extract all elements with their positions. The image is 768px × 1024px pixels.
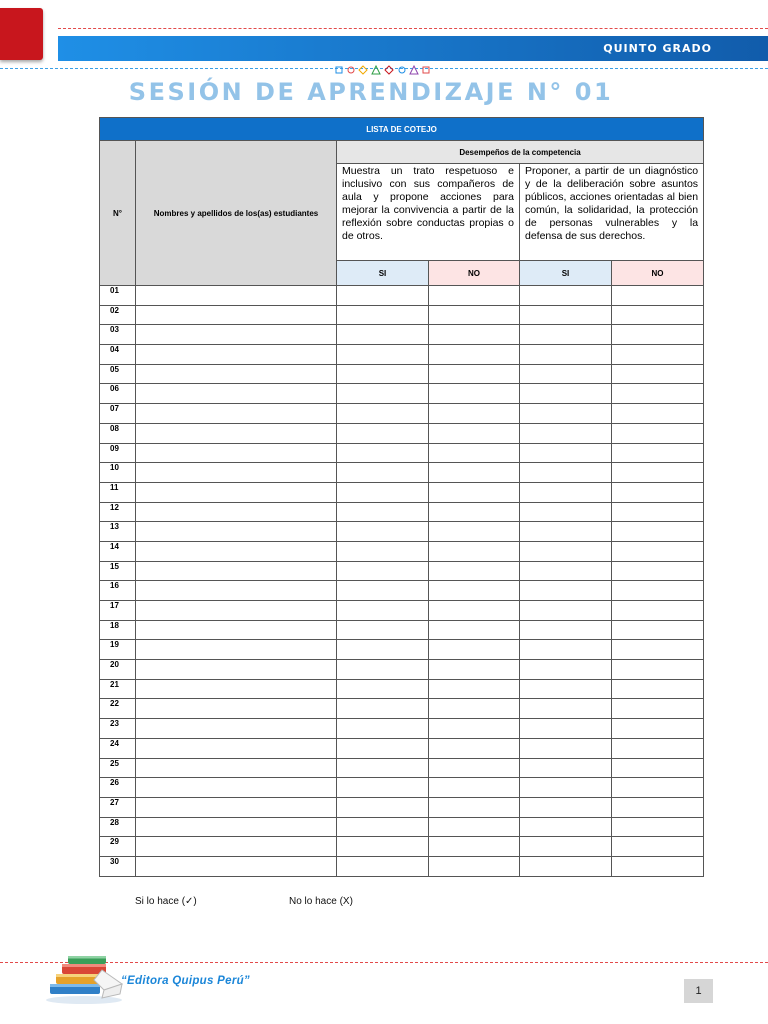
si-cell-2[interactable] [520, 640, 612, 660]
student-name-cell[interactable] [136, 325, 337, 345]
no-cell-1[interactable] [429, 541, 520, 561]
si-cell-2[interactable] [520, 778, 612, 798]
no-cell-2[interactable] [612, 522, 704, 542]
table-row [100, 778, 704, 798]
student-name-cell[interactable] [136, 778, 337, 798]
row-number: 01 [100, 286, 136, 306]
student-name-cell[interactable] [136, 364, 337, 384]
si-cell-1[interactable] [337, 404, 429, 424]
si-cell-1[interactable] [337, 384, 429, 404]
corner-red-block [0, 8, 43, 60]
row-number: 26 [100, 778, 136, 798]
table-row [100, 325, 704, 345]
no-cell-2[interactable] [612, 738, 704, 758]
table-row [100, 522, 704, 542]
no-cell-1[interactable] [429, 522, 520, 542]
table-row [100, 561, 704, 581]
si-cell-2[interactable] [520, 738, 612, 758]
decorative-shapes-icon [334, 64, 434, 76]
si-cell-2[interactable] [520, 660, 612, 680]
no-cell-2[interactable] [612, 541, 704, 561]
no-cell-2[interactable] [612, 423, 704, 443]
no-cell-1[interactable] [429, 699, 520, 719]
table-row [100, 738, 704, 758]
legend-si: Si lo hace (✓) [135, 896, 197, 907]
no-cell-1[interactable] [429, 325, 520, 345]
row-number: 15 [100, 561, 136, 581]
si-cell-2[interactable] [520, 502, 612, 522]
row-number: 06 [100, 384, 136, 404]
row-number: 03 [100, 325, 136, 345]
page-number: 1 [684, 979, 713, 1003]
no-cell-2[interactable] [612, 286, 704, 306]
performance-description-1: Muestra un trato respetuoso e inclusivo con sus compañeros de aula y propone acciones para mejorar la convivencia a partir de la reflexión sobre conductas propias o de otros. [337, 164, 520, 261]
table-row [100, 758, 704, 778]
no-header-1: NO [429, 261, 520, 286]
si-cell-1[interactable] [337, 699, 429, 719]
no-cell-1[interactable] [429, 443, 520, 463]
si-cell-2[interactable] [520, 423, 612, 443]
no-cell-1[interactable] [429, 837, 520, 857]
no-cell-1[interactable] [429, 463, 520, 483]
row-number: 25 [100, 758, 136, 778]
si-cell-1[interactable] [337, 660, 429, 680]
no-cell-2[interactable] [612, 601, 704, 621]
no-cell-1[interactable] [429, 620, 520, 640]
student-name-cell[interactable] [136, 541, 337, 561]
performance-description-2: Proponer, a partir de un diagnóstico y de la deliberación sobre asuntos públicos, acciones orientadas al bien común, la solidaridad, la protección de personas vulnerables y la defensa de sus derechos. [520, 164, 704, 261]
student-name-cell[interactable] [136, 620, 337, 640]
row-number: 05 [100, 364, 136, 384]
no-cell-1[interactable] [429, 679, 520, 699]
si-cell-1[interactable] [337, 817, 429, 837]
si-cell-2[interactable] [520, 699, 612, 719]
no-cell-1[interactable] [429, 384, 520, 404]
si-cell-2[interactable] [520, 404, 612, 424]
row-number: 13 [100, 522, 136, 542]
no-cell-1[interactable] [429, 797, 520, 817]
no-cell-1[interactable] [429, 404, 520, 424]
student-name-cell[interactable] [136, 443, 337, 463]
publisher-name: “Editora Quipus Perú” [121, 975, 250, 987]
no-cell-1[interactable] [429, 719, 520, 739]
no-cell-1[interactable] [429, 758, 520, 778]
legend-no: No lo hace (X) [289, 896, 353, 907]
si-cell-1[interactable] [337, 561, 429, 581]
no-cell-2[interactable] [612, 817, 704, 837]
student-name-cell[interactable] [136, 837, 337, 857]
si-cell-2[interactable] [520, 581, 612, 601]
row-number: 19 [100, 640, 136, 660]
si-cell-1[interactable] [337, 601, 429, 621]
no-cell-2[interactable] [612, 305, 704, 325]
row-number: 29 [100, 837, 136, 857]
student-name-cell[interactable] [136, 660, 337, 680]
no-cell-2[interactable] [612, 699, 704, 719]
no-cell-1[interactable] [429, 561, 520, 581]
no-cell-1[interactable] [429, 502, 520, 522]
si-cell-1[interactable] [337, 286, 429, 306]
row-number: 22 [100, 699, 136, 719]
student-name-cell[interactable] [136, 384, 337, 404]
no-cell-2[interactable] [612, 404, 704, 424]
table-row [100, 640, 704, 660]
si-cell-2[interactable] [520, 384, 612, 404]
si-cell-1[interactable] [337, 581, 429, 601]
table-row [100, 482, 704, 502]
no-cell-2[interactable] [612, 797, 704, 817]
student-name-cell[interactable] [136, 758, 337, 778]
row-number: 21 [100, 679, 136, 699]
si-cell-1[interactable] [337, 719, 429, 739]
si-cell-1[interactable] [337, 856, 429, 876]
si-cell-2[interactable] [520, 719, 612, 739]
si-header-2: SI [520, 261, 612, 286]
si-cell-2[interactable] [520, 463, 612, 483]
table-row [100, 364, 704, 384]
student-name-cell[interactable] [136, 699, 337, 719]
si-cell-1[interactable] [337, 738, 429, 758]
si-cell-1[interactable] [337, 423, 429, 443]
student-name-cell[interactable] [136, 561, 337, 581]
row-number: 07 [100, 404, 136, 424]
table-row [100, 443, 704, 463]
row-number: 20 [100, 660, 136, 680]
student-rows [100, 286, 704, 877]
no-cell-2[interactable] [612, 660, 704, 680]
si-cell-1[interactable] [337, 620, 429, 640]
no-cell-2[interactable] [612, 679, 704, 699]
no-cell-1[interactable] [429, 581, 520, 601]
student-name-cell[interactable] [136, 581, 337, 601]
checklist-table [99, 117, 704, 877]
si-cell-1[interactable] [337, 522, 429, 542]
si-cell-2[interactable] [520, 541, 612, 561]
no-cell-2[interactable] [612, 463, 704, 483]
row-number: 27 [100, 797, 136, 817]
student-name-cell[interactable] [136, 305, 337, 325]
no-cell-2[interactable] [612, 758, 704, 778]
no-cell-1[interactable] [429, 778, 520, 798]
si-cell-2[interactable] [520, 522, 612, 542]
table-row [100, 384, 704, 404]
table-row [100, 345, 704, 365]
no-cell-2[interactable] [612, 502, 704, 522]
si-cell-1[interactable] [337, 758, 429, 778]
si-cell-1[interactable] [337, 443, 429, 463]
table-row [100, 502, 704, 522]
row-number: 30 [100, 856, 136, 876]
si-cell-2[interactable] [520, 797, 612, 817]
grade-label: QUINTO GRADO [603, 42, 712, 55]
table-row [100, 423, 704, 443]
si-cell-2[interactable] [520, 561, 612, 581]
no-cell-2[interactable] [612, 640, 704, 660]
table-row [100, 719, 704, 739]
si-cell-2[interactable] [520, 856, 612, 876]
si-cell-2[interactable] [520, 837, 612, 857]
student-name-cell[interactable] [136, 640, 337, 660]
no-cell-1[interactable] [429, 601, 520, 621]
row-number: 23 [100, 719, 136, 739]
si-cell-2[interactable] [520, 325, 612, 345]
table-row [100, 699, 704, 719]
si-cell-1[interactable] [337, 325, 429, 345]
row-number: 04 [100, 345, 136, 365]
si-cell-1[interactable] [337, 345, 429, 365]
student-name-cell[interactable] [136, 482, 337, 502]
student-name-cell[interactable] [136, 345, 337, 365]
row-number: 28 [100, 817, 136, 837]
si-cell-1[interactable] [337, 364, 429, 384]
no-cell-1[interactable] [429, 423, 520, 443]
competency-header: Desempeños de la competencia [337, 141, 704, 164]
no-cell-2[interactable] [612, 561, 704, 581]
si-cell-2[interactable] [520, 758, 612, 778]
table-row [100, 817, 704, 837]
si-cell-1[interactable] [337, 502, 429, 522]
student-name-cell[interactable] [136, 502, 337, 522]
student-name-cell[interactable] [136, 601, 337, 621]
si-header-1: SI [337, 261, 429, 286]
no-header-2: NO [612, 261, 704, 286]
table-row [100, 797, 704, 817]
no-cell-2[interactable] [612, 719, 704, 739]
row-number: 18 [100, 620, 136, 640]
no-cell-2[interactable] [612, 856, 704, 876]
student-name-cell[interactable] [136, 797, 337, 817]
page-title: SESIÓN DE APRENDIZAJE N° 01 [128, 78, 614, 106]
no-cell-2[interactable] [612, 482, 704, 502]
student-name-cell[interactable] [136, 404, 337, 424]
row-number: 12 [100, 502, 136, 522]
row-number: 11 [100, 482, 136, 502]
table-row [100, 581, 704, 601]
table-row [100, 286, 704, 306]
no-cell-2[interactable] [612, 620, 704, 640]
no-cell-2[interactable] [612, 778, 704, 798]
student-name-cell[interactable] [136, 738, 337, 758]
no-cell-1[interactable] [429, 640, 520, 660]
no-cell-1[interactable] [429, 817, 520, 837]
no-cell-1[interactable] [429, 482, 520, 502]
si-cell-1[interactable] [337, 778, 429, 798]
si-cell-2[interactable] [520, 482, 612, 502]
student-name-cell[interactable] [136, 286, 337, 306]
student-name-cell[interactable] [136, 522, 337, 542]
table-row [100, 541, 704, 561]
table-row [100, 305, 704, 325]
si-cell-2[interactable] [520, 817, 612, 837]
table-row [100, 679, 704, 699]
row-number: 17 [100, 601, 136, 621]
row-number: 02 [100, 305, 136, 325]
row-number: 16 [100, 581, 136, 601]
si-cell-1[interactable] [337, 305, 429, 325]
si-cell-1[interactable] [337, 541, 429, 561]
no-cell-2[interactable] [612, 364, 704, 384]
table-row [100, 601, 704, 621]
table-row [100, 404, 704, 424]
row-number: 09 [100, 443, 136, 463]
row-number: 14 [100, 541, 136, 561]
no-cell-2[interactable] [612, 581, 704, 601]
books-logo-icon [44, 950, 126, 1006]
student-name-cell[interactable] [136, 463, 337, 483]
row-number: 08 [100, 423, 136, 443]
table-row [100, 660, 704, 680]
no-cell-1[interactable] [429, 345, 520, 365]
si-cell-1[interactable] [337, 837, 429, 857]
no-cell-1[interactable] [429, 738, 520, 758]
top-red-dashed-line [58, 28, 768, 29]
student-name-cell[interactable] [136, 856, 337, 876]
table-row [100, 856, 704, 876]
no-cell-2[interactable] [612, 345, 704, 365]
no-cell-2[interactable] [612, 325, 704, 345]
table-row [100, 837, 704, 857]
no-cell-1[interactable] [429, 856, 520, 876]
si-cell-1[interactable] [337, 640, 429, 660]
si-cell-2[interactable] [520, 364, 612, 384]
si-cell-1[interactable] [337, 797, 429, 817]
si-cell-2[interactable] [520, 443, 612, 463]
si-cell-2[interactable] [520, 601, 612, 621]
no-cell-2[interactable] [612, 443, 704, 463]
table-row [100, 620, 704, 640]
row-number: 10 [100, 463, 136, 483]
si-cell-1[interactable] [337, 679, 429, 699]
si-cell-2[interactable] [520, 286, 612, 306]
student-name-cell[interactable] [136, 719, 337, 739]
student-name-cell[interactable] [136, 423, 337, 443]
si-cell-2[interactable] [520, 345, 612, 365]
si-cell-2[interactable] [520, 679, 612, 699]
no-cell-1[interactable] [429, 286, 520, 306]
no-cell-1[interactable] [429, 660, 520, 680]
no-cell-1[interactable] [429, 364, 520, 384]
si-cell-2[interactable] [520, 305, 612, 325]
student-name-cell[interactable] [136, 817, 337, 837]
table-caption: LISTA DE COTEJO [100, 118, 704, 141]
no-cell-2[interactable] [612, 837, 704, 857]
no-cell-2[interactable] [612, 384, 704, 404]
si-cell-2[interactable] [520, 620, 612, 640]
number-column-header: N° [100, 141, 136, 286]
names-column-header: Nombres y apellidos de los(as) estudiantes [136, 141, 337, 286]
table-row [100, 463, 704, 483]
no-cell-1[interactable] [429, 305, 520, 325]
student-name-cell[interactable] [136, 679, 337, 699]
row-number: 24 [100, 738, 136, 758]
si-cell-1[interactable] [337, 463, 429, 483]
si-cell-1[interactable] [337, 482, 429, 502]
